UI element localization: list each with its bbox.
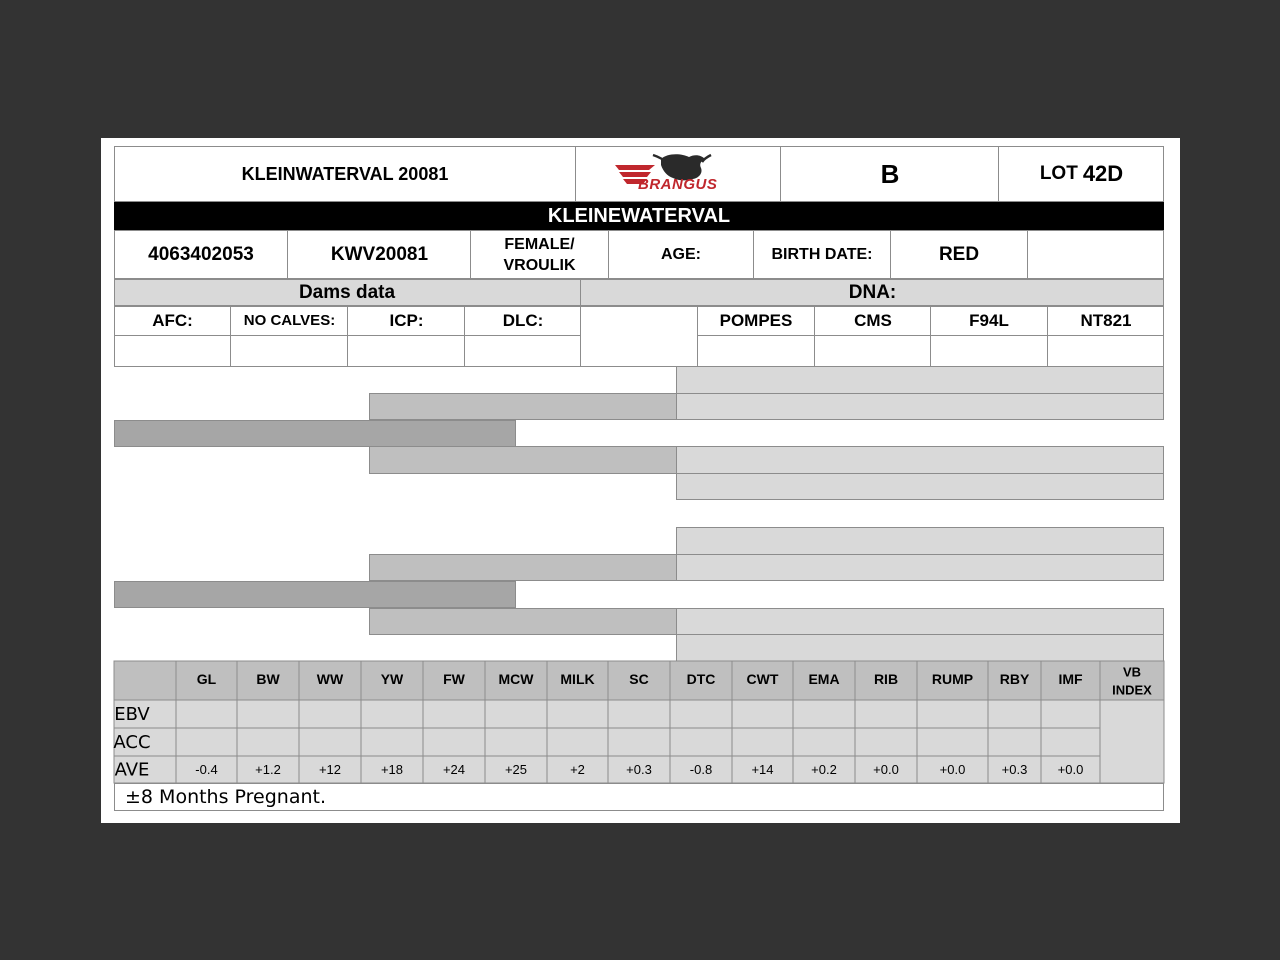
dna-heading: DNA:	[848, 281, 897, 303]
ebv-cell	[917, 728, 988, 756]
registration-number: 4063402053	[148, 243, 254, 265]
ebv-row-label-ave: AVE	[114, 759, 150, 781]
grade-letter: B	[880, 158, 900, 189]
ebv-cell	[237, 700, 299, 728]
ebv-cell	[1041, 728, 1100, 756]
ebv-col-milk: MILK	[560, 671, 595, 688]
ebv-cell	[732, 700, 793, 728]
dams-col-dlc: DLC:	[502, 310, 544, 330]
ebv-cell	[732, 728, 793, 756]
sex-line-2: VROULIK	[503, 256, 576, 274]
ave-value-yw: +18	[380, 761, 404, 777]
dna-col-nt821: NT821	[1080, 310, 1132, 330]
ebv-cell	[485, 700, 547, 728]
dna-col-f94l: F94L	[969, 310, 1009, 330]
ebv-cell	[361, 700, 423, 728]
ebv-row-label-ebv: EBV	[114, 704, 150, 725]
animal-name: KLEINWATERVAL 20081	[241, 163, 449, 184]
ebv-cell	[176, 700, 237, 728]
ebv-cell	[608, 728, 670, 756]
ebv-cell	[917, 700, 988, 728]
ebv-cell	[237, 728, 299, 756]
ebv-cell	[855, 700, 917, 728]
dams-col-icp: ICP:	[389, 310, 424, 330]
ebv-col-mcw: MCW	[498, 671, 534, 688]
ave-value-sc: +0.3	[626, 761, 652, 777]
sex-line-1: FEMALE/	[504, 235, 575, 253]
animal-code: KWV20081	[330, 243, 429, 265]
age-label: AGE:	[661, 245, 701, 263]
title-bar: KLEINEWATERVAL	[114, 202, 1164, 230]
lot-number: 42D	[1082, 161, 1124, 186]
ebv-cell	[793, 728, 855, 756]
ebv-cell	[608, 700, 670, 728]
logo-text: BRANGUS	[638, 176, 718, 193]
ave-value-bw: +1.2	[255, 761, 281, 777]
ebv-cell	[176, 728, 237, 756]
ave-value-dtc: -0.8	[689, 761, 713, 777]
ebv-cell	[547, 728, 608, 756]
ebv-col-dtc: DTC	[686, 671, 716, 688]
vb-index-label-1: VB	[1122, 664, 1142, 680]
ebv-cell	[793, 700, 855, 728]
dams-col-calves: NO CALVES:	[243, 312, 336, 329]
ebv-col-rump: RUMP	[931, 671, 974, 688]
ave-value-rib: +0.0	[873, 761, 899, 777]
ebv-cell	[670, 728, 732, 756]
ebv-col-imf: IMF	[1058, 671, 1083, 688]
ave-value-gl: -0.4	[195, 761, 218, 777]
ebv-col-fw: FW	[443, 671, 465, 688]
ave-value-rump: +0.0	[939, 761, 966, 777]
ebv-cell	[855, 728, 917, 756]
ebv-cell	[547, 700, 608, 728]
ave-value-mcw: +25	[504, 761, 528, 777]
ave-value-fw: +24	[442, 761, 466, 777]
ebv-cell	[485, 728, 547, 756]
ebv-cell	[1041, 700, 1100, 728]
ave-value-milk: +2	[570, 761, 585, 777]
pregnancy-note: ±8 Months Pregnant.	[125, 786, 327, 808]
ebv-cell	[988, 728, 1041, 756]
ebv-cell	[988, 700, 1041, 728]
dna-col-cms: CMS	[854, 310, 892, 330]
ebv-cell	[299, 700, 361, 728]
vb-index-cell	[1100, 700, 1164, 783]
ebv-cell	[361, 728, 423, 756]
lot-prefix: LOT	[1039, 163, 1078, 184]
birth-date-label: BIRTH DATE:	[771, 245, 873, 263]
ave-value-ww: +12	[318, 761, 342, 777]
ave-value-cwt: +14	[751, 761, 774, 777]
ebv-col-ww: WW	[316, 671, 344, 688]
vb-index-label-2: INDEX	[1112, 682, 1152, 698]
ebv-cell	[670, 700, 732, 728]
ebv-cell	[423, 700, 485, 728]
dams-heading: Dams data	[298, 281, 396, 303]
ebv-cell	[423, 728, 485, 756]
dna-col-pompes: POMPES	[719, 310, 793, 330]
ebv-col-sc: SC	[629, 671, 649, 688]
ebv-col-bw: BW	[256, 671, 280, 688]
animal-card	[101, 138, 1180, 823]
ave-value-rby: +0.3	[1001, 761, 1028, 777]
ebv-col-cwt: CWT	[746, 671, 779, 688]
ave-value-ema: +0.2	[811, 761, 837, 777]
colour-value: RED	[938, 243, 980, 265]
ave-value-imf: +0.0	[1057, 761, 1084, 777]
ebv-cell	[299, 728, 361, 756]
ebv-row-label-acc: ACC	[113, 732, 151, 753]
ebv-col-rby: RBY	[999, 671, 1030, 688]
ebv-col-ema: EMA	[808, 671, 840, 688]
ebv-col-rib: RIB	[873, 671, 899, 688]
ebv-table	[101, 138, 1180, 823]
ebv-col-yw: YW	[380, 671, 404, 688]
dams-col-afc: AFC:	[152, 310, 193, 330]
ebv-col-gl: GL	[196, 671, 217, 688]
